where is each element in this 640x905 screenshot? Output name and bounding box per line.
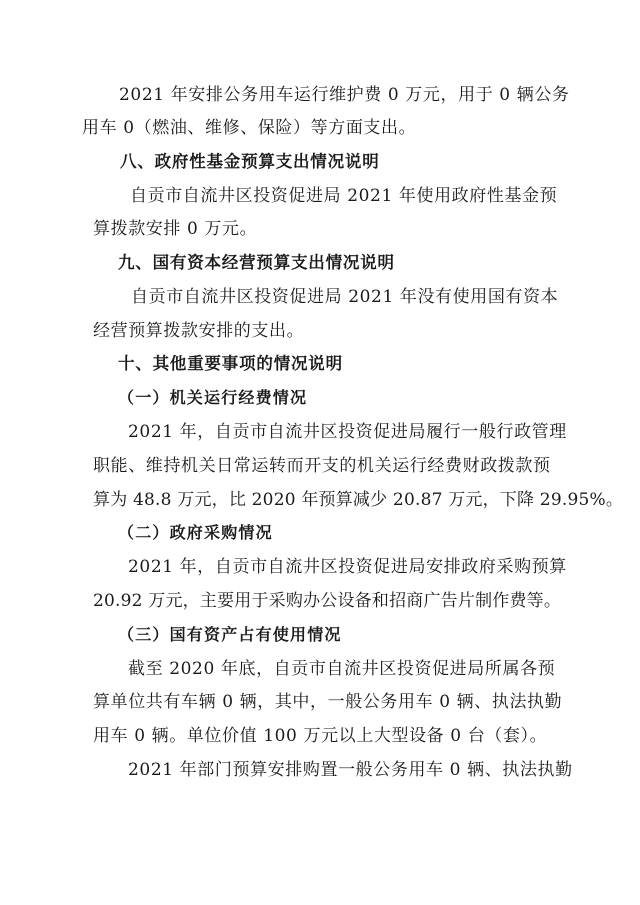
paragraph-line: 算为 48.8 万元，比 2020 年预算减少 20.87 万元，下降 29.95%。: [93, 490, 624, 510]
subsection-heading: （二）政府采购情况: [118, 523, 273, 542]
paragraph-line: 用车 0（燃油、维修、保险）等方面支出。: [82, 118, 417, 138]
paragraph-line: 2021 年部门预算安排购置一般公务用车 0 辆、执法执勤: [128, 760, 573, 780]
paragraph-line: 经营预算拨款安排的支出。: [93, 321, 305, 341]
paragraph-line: 2021 年安排公务用车运行维护费 0 万元，用于 0 辆公务: [119, 85, 570, 105]
paragraph-line: 截至 2020 年底，自贡市自流井区投资促进局所属各预: [128, 659, 556, 679]
paragraph-line: 20.92 万元，主要用于采购办公设备和招商广告片制作费等。: [93, 591, 562, 611]
subsection-heading: （三）国有资产占有使用情况: [118, 625, 342, 644]
subsection-heading: （一）机关运行经费情况: [118, 388, 308, 407]
paragraph-line: 2021 年，自贡市自流井区投资促进局安排政府采购预算: [128, 557, 567, 577]
paragraph-line: 自贡市自流井区投资促进局 2021 年使用政府性基金预: [130, 186, 558, 206]
paragraph-line: 职能、维持机关日常运转而开支的机关运行经费财政拨款预: [93, 456, 551, 476]
paragraph-line: 算单位共有车辆 0 辆，其中，一般公务用车 0 辆、执法执勤: [93, 692, 563, 712]
section-heading: 十、其他重要事项的情况说明: [118, 354, 343, 373]
section-heading: 九、国有资本经营预算支出情况说明: [118, 253, 395, 272]
paragraph-line: 2021 年，自贡市自流井区投资促进局履行一般行政管理: [128, 422, 567, 442]
section-heading: 八、政府性基金预算支出情况说明: [120, 152, 380, 171]
paragraph-line: 用车 0 辆。单位价值 100 万元以上大型设备 0 台（套）。: [93, 726, 548, 746]
paragraph-line: 算拨款安排 0 万元。: [93, 219, 258, 239]
paragraph-line: 自贡市自流井区投资促进局 2021 年没有使用国有资本: [131, 287, 559, 307]
